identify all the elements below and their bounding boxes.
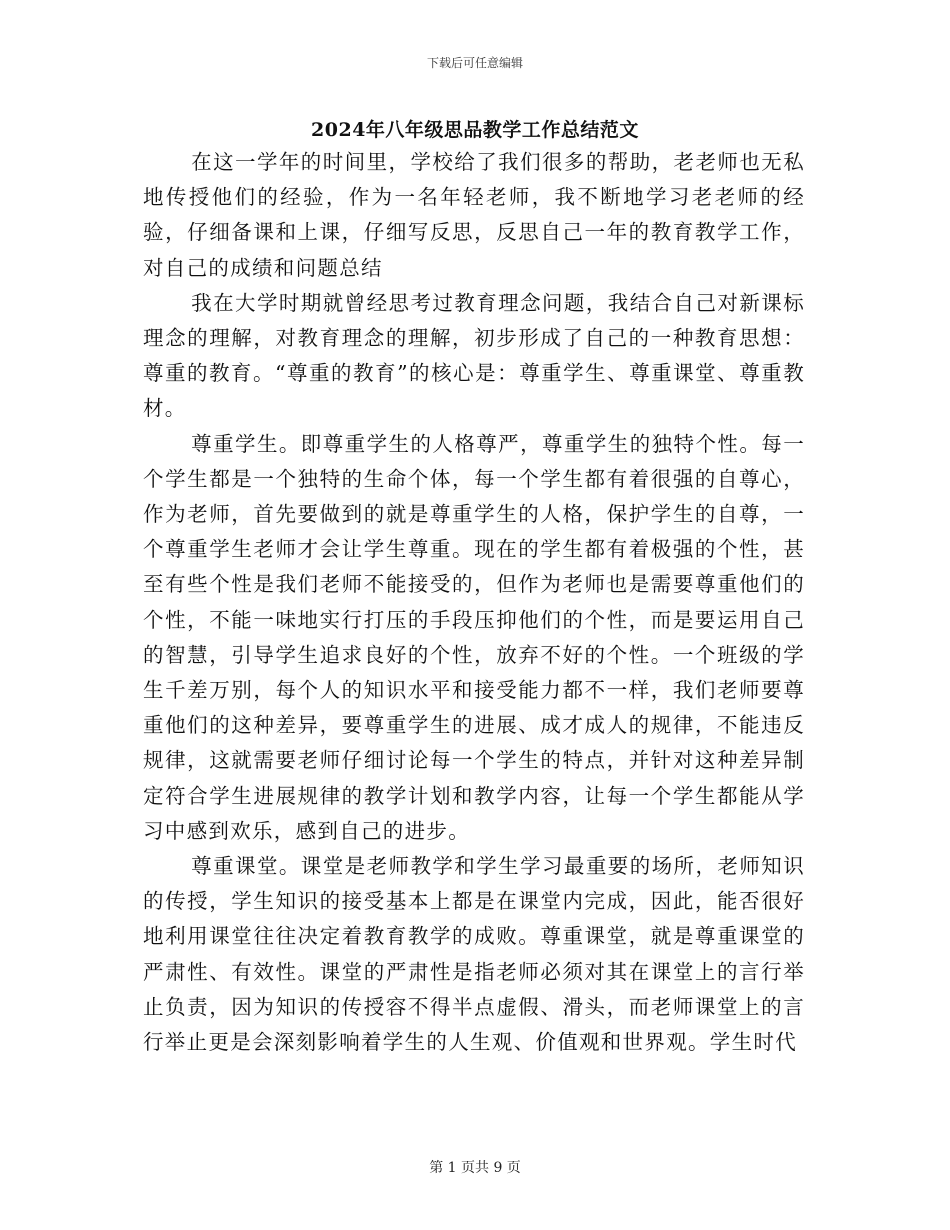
paragraph-respect-classroom: 尊重课堂。课堂是老师教学和学生学习最重要的场所，老师知识的传授，学生知识的接受基本上都是在课堂内完成，因此，能否很好地利用课堂往往决定着教育教学的成败。尊重课堂，就是尊重课堂的严肃性、有效性。课堂的严肃性是指老师必须对其在课堂上的言行举止负责，因为知识的传授容不得半点虚假、滑头，而老师课堂上的言行举止更是会深刻影响着学生的人生观、价值观和世界观。学生时代 <box>143 854 805 1055</box>
paragraph-intro: 在这一学年的时间里，学校给了我们很多的帮助，老老师也无私地传授他们的经验，作为一名年轻老师，我不断地学习老老师的经验，仔细备课和上课，仔细写反思，反思自己一年的教育教学工作，对自己的成绩和问题总结 <box>143 150 805 280</box>
paragraph-education-philosophy: 我在大学时期就曾经思考过教育理念问题，我结合自己对新课标理念的理解，对教育理念的理解，初步形成了自己的一种教育思想：尊重的教育。“尊重的教育”的核心是：尊重学生、尊重课堂、尊重教材。 <box>143 290 805 421</box>
paragraph-respect-students: 尊重学生。即尊重学生的人格尊严，尊重学生的独特个性。每一个学生都是一个独特的生命个体，每一个学生都有着很强的自尊心，作为老师，首先要做到的就是尊重学生的人格，保护学生的自尊，一个尊重学生老师才会让学生尊重。现在的学生都有着极强的个性，甚至有些个性是我们老师不能接受的，但作为老师也是需要尊重他们的个性，不能一味地实行打压的手段压抑他们的个性，而是要运用自己的智慧，引导学生追求良好的个性，放弃不好的个性。一个班级的学生千差万别，每个人的知识水平和接受能力都不一样，我们老师要尊重他们的这种差异，要尊重学生的进展、成才成人的规律，不能违反规律，这就需要老师仔细讨论每一个学生的特点，并针对这种差异制定符合学生进展规律的教学计划和教学内容，让每一个学生都能从学习中感到欢乐，感到自己的进步。 <box>143 431 805 843</box>
document-title: 2024年八年级思品教学工作总结范文 <box>311 119 639 141</box>
page-header-note: 下载后可任意编辑 <box>426 56 523 70</box>
page-number: 第 1 页共 9 页 <box>429 1160 521 1176</box>
document-body <box>143 145 805 1060</box>
